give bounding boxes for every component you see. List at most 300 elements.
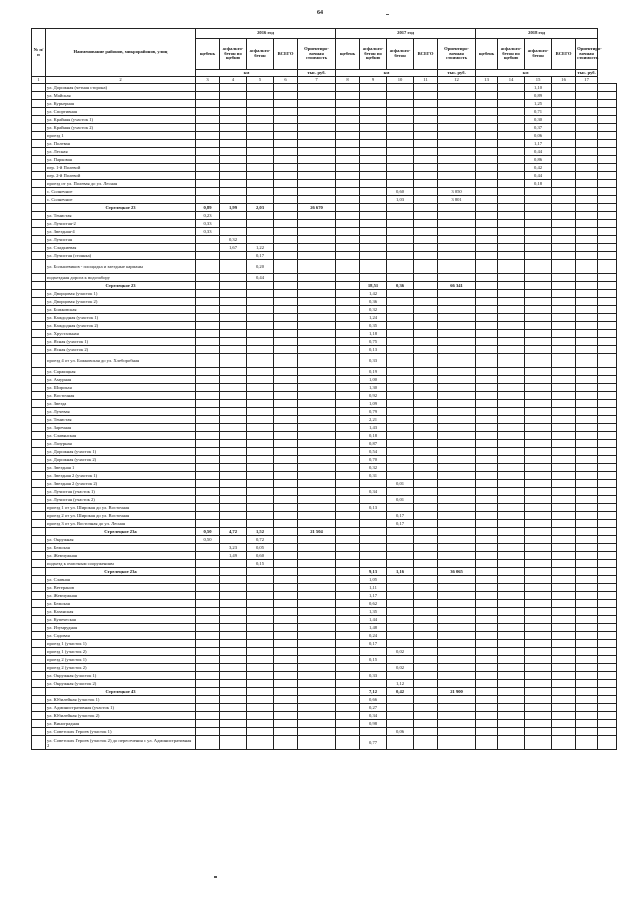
value-cell xyxy=(438,736,476,750)
value-cell: 0,18 xyxy=(360,432,387,440)
value-cell xyxy=(247,346,274,354)
value-cell xyxy=(274,322,298,330)
table-row xyxy=(32,712,617,720)
value-cell xyxy=(552,220,576,228)
value-cell xyxy=(196,464,220,472)
value-cell xyxy=(274,274,298,282)
value-cell xyxy=(336,92,360,100)
value-cell xyxy=(298,472,336,480)
value-cell xyxy=(598,656,617,664)
value-cell xyxy=(525,196,552,204)
street-name-cell: ул. Юбилейная (участок 1) xyxy=(46,696,196,704)
street-name-cell: ул. Лазурная xyxy=(46,440,196,448)
value-cell xyxy=(552,346,576,354)
value-cell xyxy=(438,472,476,480)
value-cell xyxy=(438,448,476,456)
value-cell xyxy=(360,274,387,282)
value-cell xyxy=(438,440,476,448)
value-cell xyxy=(414,282,438,290)
value-cell xyxy=(336,260,360,274)
value-cell xyxy=(360,196,387,204)
value-cell xyxy=(552,496,576,504)
column-number: 9 xyxy=(360,77,387,84)
value-cell xyxy=(525,672,552,680)
header-unit-km: км xyxy=(336,70,438,77)
value-cell xyxy=(552,480,576,488)
value-cell xyxy=(552,260,576,274)
value-cell xyxy=(298,228,336,236)
value-cell xyxy=(476,616,498,624)
value-cell xyxy=(498,712,525,720)
value-cell xyxy=(247,496,274,504)
value-cell xyxy=(598,236,617,244)
value-cell xyxy=(196,648,220,656)
value-cell xyxy=(336,432,360,440)
value-cell xyxy=(598,354,617,368)
value-cell: 0,37 xyxy=(525,124,552,132)
value-cell xyxy=(196,116,220,124)
value-cell xyxy=(476,298,498,306)
street-name-cell: ул. Дорожная (участок 2) xyxy=(46,456,196,464)
table-row xyxy=(32,92,617,100)
value-cell xyxy=(438,392,476,400)
value-cell xyxy=(274,608,298,616)
value-cell xyxy=(336,124,360,132)
value-cell xyxy=(247,180,274,188)
value-cell xyxy=(598,472,617,480)
row-number-cell xyxy=(32,148,46,156)
value-cell xyxy=(220,116,247,124)
value-cell xyxy=(247,236,274,244)
value-cell: 0,60 xyxy=(247,552,274,560)
value-cell xyxy=(336,624,360,632)
value-cell xyxy=(598,322,617,330)
value-cell xyxy=(196,584,220,592)
value-cell xyxy=(576,392,598,400)
value-cell xyxy=(525,656,552,664)
value-cell xyxy=(298,140,336,148)
row-number-cell xyxy=(32,282,46,290)
value-cell xyxy=(498,616,525,624)
row-number-cell xyxy=(32,720,46,728)
value-cell xyxy=(525,736,552,750)
street-name-cell: ул. Спортивная xyxy=(46,108,196,116)
value-cell xyxy=(438,172,476,180)
value-cell: 1,10 xyxy=(525,84,552,92)
value-cell xyxy=(576,172,598,180)
value-cell xyxy=(438,346,476,354)
value-cell xyxy=(274,656,298,664)
value-cell: 1,22 xyxy=(247,244,274,252)
row-number-cell xyxy=(32,92,46,100)
value-cell xyxy=(414,568,438,576)
value-cell xyxy=(387,100,414,108)
value-cell xyxy=(387,172,414,180)
value-cell xyxy=(387,384,414,392)
value-cell xyxy=(438,274,476,282)
street-name-cell: ул. Славная xyxy=(46,576,196,584)
header-sub: асфальто-бетон по щебню xyxy=(220,39,247,70)
value-cell xyxy=(220,298,247,306)
value-cell xyxy=(552,416,576,424)
value-cell xyxy=(360,528,387,536)
table-row xyxy=(32,228,617,236)
value-cell xyxy=(576,188,598,196)
value-cell xyxy=(414,648,438,656)
value-cell: 0,01 xyxy=(387,480,414,488)
table-row xyxy=(32,260,617,274)
value-cell xyxy=(476,600,498,608)
value-cell xyxy=(576,608,598,616)
value-cell xyxy=(414,696,438,704)
street-name-cell: проезд 4 от ул. Божковская до ул. Хлеборобная xyxy=(46,354,196,368)
value-cell xyxy=(220,124,247,132)
value-cell xyxy=(274,338,298,346)
value-cell xyxy=(598,384,617,392)
value-cell xyxy=(274,148,298,156)
value-cell xyxy=(387,472,414,480)
value-cell xyxy=(525,592,552,600)
street-name-cell: ул. Каждодная (участок 2) xyxy=(46,322,196,330)
value-cell xyxy=(387,440,414,448)
value-cell xyxy=(438,720,476,728)
value-cell xyxy=(220,140,247,148)
table-row xyxy=(32,384,617,392)
column-number: 4 xyxy=(220,77,247,84)
row-number-cell xyxy=(32,252,46,260)
value-cell xyxy=(476,220,498,228)
value-cell xyxy=(196,576,220,584)
value-cell xyxy=(438,124,476,132)
value-cell xyxy=(476,504,498,512)
row-number-cell xyxy=(32,188,46,196)
value-cell xyxy=(414,520,438,528)
value-cell xyxy=(220,424,247,432)
value-cell: 18,51 xyxy=(360,282,387,290)
row-number-cell xyxy=(32,640,46,648)
value-cell xyxy=(414,560,438,568)
street-name-cell: ул. Юбилейная (участок 2) xyxy=(46,712,196,720)
value-cell xyxy=(387,354,414,368)
value-cell xyxy=(274,648,298,656)
value-cell xyxy=(476,704,498,712)
value-cell xyxy=(336,376,360,384)
value-cell xyxy=(498,624,525,632)
table-body xyxy=(32,84,617,750)
value-cell xyxy=(476,260,498,274)
value-cell xyxy=(598,416,617,424)
value-cell xyxy=(552,172,576,180)
value-cell xyxy=(196,736,220,750)
value-cell xyxy=(298,728,336,736)
value-cell xyxy=(525,696,552,704)
value-cell xyxy=(298,236,336,244)
value-cell xyxy=(598,600,617,608)
value-cell xyxy=(552,464,576,472)
value-cell xyxy=(274,306,298,314)
value-cell xyxy=(387,400,414,408)
value-cell xyxy=(598,188,617,196)
column-number: 16 xyxy=(552,77,576,84)
value-cell xyxy=(525,376,552,384)
value-cell xyxy=(576,488,598,496)
row-number-cell xyxy=(32,236,46,244)
value-cell: 3 050 xyxy=(438,188,476,196)
value-cell xyxy=(387,124,414,132)
value-cell xyxy=(196,108,220,116)
street-name-cell: ул. Ясная (участок 1) xyxy=(46,338,196,346)
value-cell xyxy=(438,544,476,552)
value-cell xyxy=(552,196,576,204)
value-cell xyxy=(552,314,576,322)
street-name-cell: ул. Заречная xyxy=(46,424,196,432)
column-number: 12 xyxy=(438,77,476,84)
value-cell xyxy=(414,392,438,400)
value-cell xyxy=(274,640,298,648)
value-cell: 1,03 xyxy=(387,196,414,204)
value-cell xyxy=(438,560,476,568)
value-cell xyxy=(274,544,298,552)
row-number-cell xyxy=(32,84,46,92)
value-cell: 3 801 xyxy=(438,196,476,204)
value-cell xyxy=(360,664,387,672)
table-row xyxy=(32,696,617,704)
street-name-cell: ул. Купеческая xyxy=(46,616,196,624)
value-cell xyxy=(247,696,274,704)
value-cell xyxy=(247,424,274,432)
value-cell xyxy=(525,664,552,672)
value-cell xyxy=(196,188,220,196)
value-cell xyxy=(220,384,247,392)
value-cell xyxy=(438,616,476,624)
value-cell xyxy=(387,346,414,354)
value-cell xyxy=(220,108,247,116)
value-cell xyxy=(247,100,274,108)
value-cell xyxy=(552,736,576,750)
value-cell: 0,15 xyxy=(247,560,274,568)
value-cell xyxy=(576,520,598,528)
value-cell xyxy=(525,600,552,608)
value-cell xyxy=(498,576,525,584)
value-cell xyxy=(298,584,336,592)
value-cell xyxy=(414,576,438,584)
value-cell xyxy=(598,260,617,274)
value-cell xyxy=(476,472,498,480)
value-cell xyxy=(525,512,552,520)
value-cell xyxy=(414,236,438,244)
value-cell xyxy=(576,624,598,632)
value-cell xyxy=(552,640,576,648)
value-cell xyxy=(576,228,598,236)
value-cell xyxy=(498,84,525,92)
value-cell xyxy=(438,664,476,672)
value-cell xyxy=(525,306,552,314)
value-cell xyxy=(336,368,360,376)
value-cell xyxy=(438,368,476,376)
table-row xyxy=(32,632,617,640)
column-number: 14 xyxy=(498,77,525,84)
value-cell xyxy=(220,576,247,584)
value-cell xyxy=(414,456,438,464)
table-row xyxy=(32,172,617,180)
value-cell xyxy=(552,712,576,720)
street-name-cell: ул. Изумрудная xyxy=(46,624,196,632)
value-cell xyxy=(196,416,220,424)
value-cell: 21 900 xyxy=(438,688,476,696)
row-number-cell xyxy=(32,228,46,236)
value-cell xyxy=(274,696,298,704)
value-cell xyxy=(498,424,525,432)
value-cell xyxy=(298,624,336,632)
value-cell xyxy=(525,290,552,298)
value-cell: 0,34 xyxy=(360,488,387,496)
value-cell xyxy=(196,424,220,432)
value-cell xyxy=(498,528,525,536)
value-cell xyxy=(598,204,617,212)
value-cell xyxy=(476,148,498,156)
value-cell xyxy=(274,528,298,536)
header-unit-rub: тыс. руб. xyxy=(298,70,336,77)
value-cell xyxy=(196,290,220,298)
table-row xyxy=(32,124,617,132)
value-cell xyxy=(438,260,476,274)
street-name-cell: ул. Лучистая (стоянка) xyxy=(46,252,196,260)
value-cell xyxy=(476,236,498,244)
table-row xyxy=(32,156,617,164)
value-cell xyxy=(525,314,552,322)
value-cell xyxy=(598,536,617,544)
value-cell xyxy=(247,384,274,392)
value-cell xyxy=(336,688,360,696)
value-cell xyxy=(498,520,525,528)
value-cell xyxy=(414,672,438,680)
value-cell xyxy=(298,260,336,274)
row-number-cell xyxy=(32,544,46,552)
value-cell xyxy=(498,290,525,298)
value-cell xyxy=(220,456,247,464)
value-cell xyxy=(274,496,298,504)
value-cell xyxy=(274,92,298,100)
value-cell xyxy=(576,552,598,560)
value-cell xyxy=(274,600,298,608)
value-cell xyxy=(298,306,336,314)
value-cell xyxy=(525,464,552,472)
value-cell xyxy=(247,712,274,720)
value-cell xyxy=(387,204,414,212)
value-cell xyxy=(438,164,476,172)
value-cell xyxy=(387,156,414,164)
value-cell xyxy=(552,384,576,392)
value-cell xyxy=(220,220,247,228)
value-cell xyxy=(576,736,598,750)
value-cell: 0,33 xyxy=(196,228,220,236)
value-cell xyxy=(498,322,525,330)
value-cell xyxy=(525,632,552,640)
value-cell xyxy=(498,496,525,504)
street-name-cell: ул. Крайняя (участок 1) xyxy=(46,116,196,124)
value-cell xyxy=(476,624,498,632)
value-cell xyxy=(387,322,414,330)
value-cell xyxy=(598,252,617,260)
value-cell xyxy=(247,472,274,480)
value-cell xyxy=(387,244,414,252)
value-cell xyxy=(525,368,552,376)
header-sub: щебень xyxy=(336,39,360,70)
value-cell xyxy=(387,544,414,552)
value-cell xyxy=(196,282,220,290)
street-name-cell: проезд 2 (участок 1) xyxy=(46,656,196,664)
value-cell xyxy=(196,354,220,368)
value-cell xyxy=(247,648,274,656)
value-cell xyxy=(414,132,438,140)
value-cell xyxy=(476,400,498,408)
row-number-cell xyxy=(32,204,46,212)
value-cell xyxy=(247,488,274,496)
value-cell: 0,36 xyxy=(360,298,387,306)
value-cell xyxy=(196,672,220,680)
value-cell xyxy=(498,376,525,384)
header-unit-km: км xyxy=(476,70,576,77)
value-cell xyxy=(196,448,220,456)
value-cell xyxy=(476,188,498,196)
value-cell xyxy=(298,330,336,338)
value-cell xyxy=(438,148,476,156)
value-cell xyxy=(274,560,298,568)
value-cell xyxy=(360,648,387,656)
value-cell xyxy=(598,616,617,624)
value-cell xyxy=(414,512,438,520)
street-name-cell: ул. Звезда xyxy=(46,400,196,408)
street-name-cell: ул. Звездная 2 (участок 2) xyxy=(46,480,196,488)
value-cell xyxy=(498,260,525,274)
value-cell xyxy=(525,680,552,688)
value-cell xyxy=(298,180,336,188)
value-cell xyxy=(247,568,274,576)
value-cell xyxy=(220,322,247,330)
value-cell: 4,72 xyxy=(220,528,247,536)
header-unit-km: км xyxy=(196,70,298,77)
value-cell xyxy=(438,212,476,220)
value-cell xyxy=(576,116,598,124)
column-number: 13 xyxy=(476,77,498,84)
value-cell xyxy=(552,100,576,108)
table-row xyxy=(32,330,617,338)
value-cell xyxy=(274,720,298,728)
row-number-cell xyxy=(32,560,46,568)
value-cell xyxy=(598,496,617,504)
value-cell xyxy=(438,84,476,92)
value-cell xyxy=(525,560,552,568)
value-cell xyxy=(336,180,360,188)
value-cell xyxy=(414,290,438,298)
value-cell xyxy=(298,84,336,92)
value-cell xyxy=(298,600,336,608)
value-cell xyxy=(476,424,498,432)
value-cell xyxy=(336,330,360,338)
table-row xyxy=(32,252,617,260)
value-cell xyxy=(336,282,360,290)
value-cell xyxy=(196,314,220,322)
value-cell xyxy=(438,672,476,680)
value-cell xyxy=(498,92,525,100)
street-name-cell: ул. Лесная xyxy=(46,148,196,156)
value-cell xyxy=(336,456,360,464)
value-cell xyxy=(438,624,476,632)
value-cell xyxy=(360,132,387,140)
value-cell xyxy=(274,84,298,92)
value-cell xyxy=(414,140,438,148)
value-cell xyxy=(576,400,598,408)
